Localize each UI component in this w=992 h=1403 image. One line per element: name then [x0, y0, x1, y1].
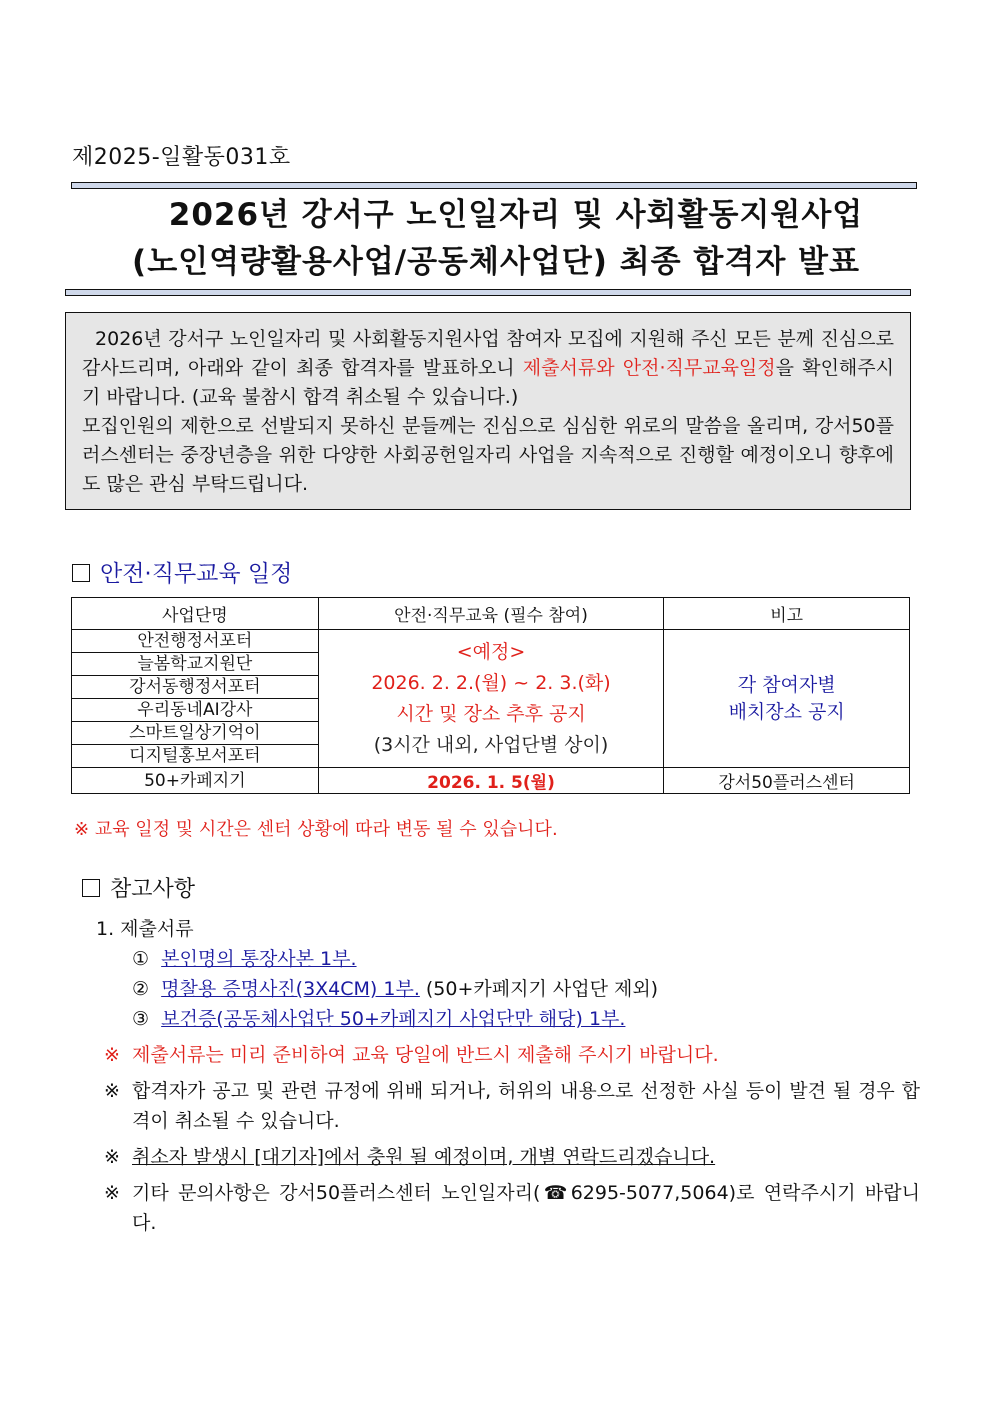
note-item: ※ 기타 문의사항은 강서50플러스센터 노인일자리(☎6295-5077,5064)로 연락주시기 바랍니다. — [104, 1182, 920, 1234]
intro-highlight: 제출서류와 안전·직무교육일정 — [522, 357, 776, 379]
document-number: 제2025-일활동031호 — [72, 145, 291, 170]
intro-paragraph-2: 모집인원의 제한으로 선발되지 못하신 분들께는 진심으로 심심한 위로의 말씀을 올리며, 강서50플러스센터는 중장년층을 위한 다양한 사회공헌일자리 사업을 지속적으로 진행할 예정이오니 향후에도 많은 관심 부탁드립니다. — [82, 415, 894, 495]
list-item: ② 명찰용 증명사진(3X4CM) 1부. (50+카페지기 사업단 제외) — [132, 978, 659, 1000]
schedule-cell: 2026. 1. 5(월) — [318, 768, 664, 794]
remark-cell: 강서50플러스센터 — [664, 768, 910, 794]
list-item: ③ 보건증(공동체사업단 50+카페지기 사업단만 해당) 1부. — [132, 1008, 626, 1030]
note-item: ※ 취소자 발생시 [대기자]에서 충원 될 예정이며, 개별 연락드리겠습니다. — [104, 1146, 716, 1168]
remark-cell: 각 참여자별 배치장소 공지 — [664, 630, 910, 768]
list-item: ① 본인명의 통장사본 1부. — [132, 948, 357, 970]
schedule-cell: <예정> 2026. 2. 2.(월) ~ 2. 3.(화) 시간 및 장소 추후 공지 (3시간 내외, 사업단별 상이) — [318, 630, 664, 768]
checkbox-square-icon — [72, 564, 90, 582]
title-top-bar — [71, 182, 917, 189]
team-name: 스마트일상기억이 — [72, 722, 319, 745]
table-header-row — [72, 598, 910, 630]
list-item: 1. 제출서류 — [96, 918, 194, 940]
intro-box — [65, 312, 911, 510]
table-row — [72, 768, 910, 794]
table-header: 안전·직무교육 (필수 참여) — [318, 598, 664, 630]
team-name: 늘봄학교지원단 — [72, 653, 319, 676]
section-education-title: 안전·직무교육 일정 — [72, 555, 292, 588]
title-bottom-bar — [65, 289, 911, 296]
title-line-2: (노인역량활용사업/공동체사업단) 최종 합격자 발표 — [132, 244, 860, 280]
team-name: 디지털홍보서포터 — [72, 745, 319, 768]
reference-list — [96, 914, 920, 1238]
note-item: ※ 합격자가 공고 및 관련 규정에 위배 되거나, 허위의 내용으로 선정한 사실 등이 발견 될 경우 합격이 취소될 수 있습니다. — [104, 1080, 920, 1132]
education-schedule-table — [71, 597, 910, 794]
table-header: 사업단명 — [72, 598, 319, 630]
table-header: 비고 — [664, 598, 910, 630]
team-name: 강서동행정서포터 — [72, 676, 319, 699]
team-name: 우리동네AI강사 — [72, 699, 319, 722]
table-note: ※ 교육 일정 및 시간은 센터 상황에 따라 변동 될 수 있습니다. — [74, 819, 558, 840]
note-item: ※ 제출서류는 미리 준비하여 교육 당일에 반드시 제출해 주시기 바랍니다. — [104, 1044, 719, 1066]
checkbox-square-icon — [82, 879, 100, 897]
table-row — [72, 630, 910, 653]
team-name: 50+카페지기 — [72, 768, 319, 794]
section-reference-title: 참고사항 — [82, 872, 195, 903]
title-line-1: 2026년 강서구 노인일자리 및 사회활동지원사업 — [168, 197, 864, 233]
team-name: 안전행정서포터 — [72, 630, 319, 653]
intro-paragraph-1: 2026년 강서구 노인일자리 및 사회활동지원사업 참여자 모집에 지원해 주신 모든 분께 진심으로 감사드리며, 아래와 같이 최종 합격자를 발표하오니 제출서류와 안전·직무교육일정을 확인해주시기 바랍니다. (교육 불참시 합격 취소될 수 있습니다.) — [82, 328, 894, 408]
